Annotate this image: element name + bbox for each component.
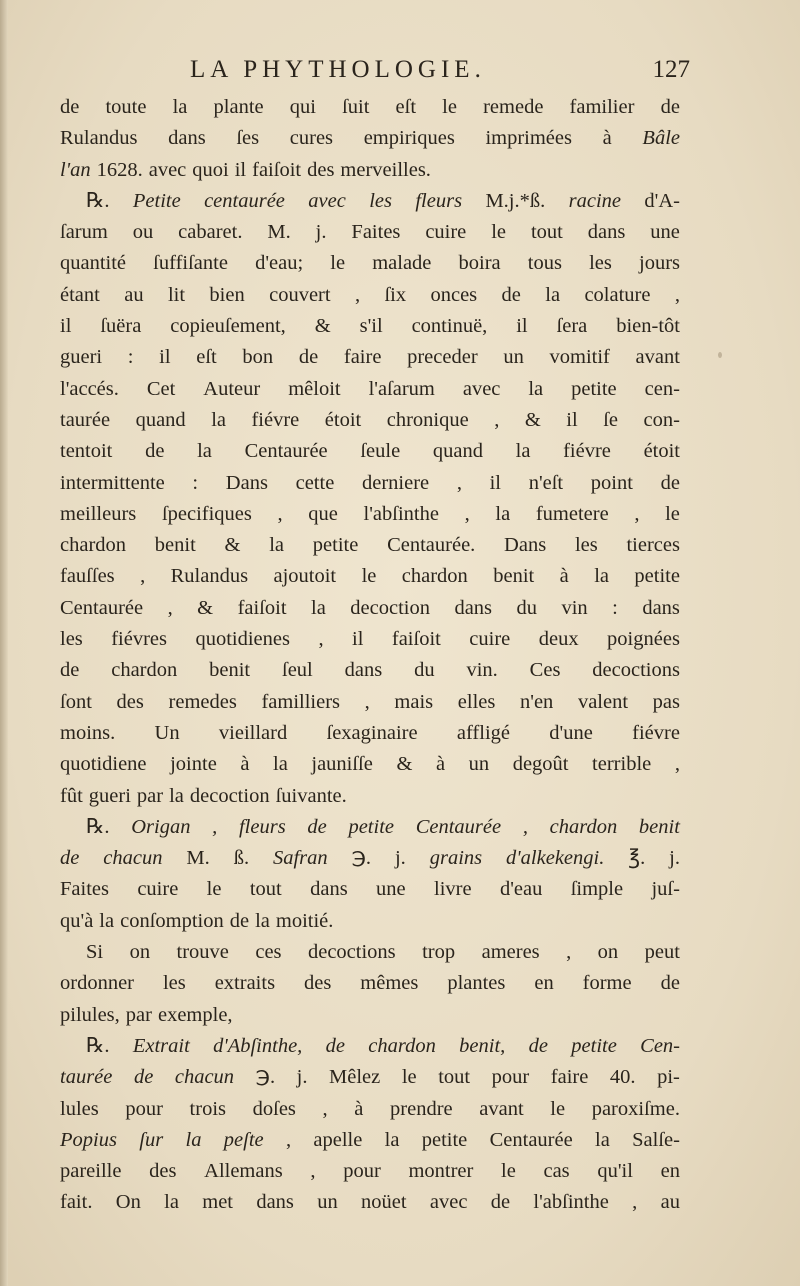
page-number: 127: [652, 56, 690, 83]
text-line: taurée quand la fiévre étoit chronique , & il ſe con-: [60, 408, 680, 431]
text-line: ſont des remedes familliers , mais elles n'en valent pas: [60, 690, 680, 713]
page-header: [190, 56, 690, 92]
text-line: quantité ſuffiſante d'eau; le malade boira tous les jours: [60, 252, 680, 275]
running-title: LA PHYTHOLOGIE.: [190, 56, 486, 83]
text-line: étant au lit bien couvert , ſix onces de la colature ,: [60, 283, 680, 306]
text-line: quotidiene jointe à la jauniſſe & à un degoût terrible ,: [60, 753, 680, 776]
text-line: Rulandus dans ſes cures empiriques imprimées à Bâle: [60, 127, 680, 150]
text-line: de chardon benit ſeul dans du vin. Ces decoctions: [60, 659, 680, 682]
page-gutter-shadow: [0, 0, 8, 1286]
text-line: les fiévres quotidienes , il faiſoit cuire deux poignées: [60, 628, 680, 651]
text-line: fauſſes , Rulandus ajoutoit le chardon benit à la petite: [60, 565, 680, 588]
text-line: taurée de chacun ℈. j. Mêlez le tout pour faire 40. pi-: [60, 1066, 680, 1089]
text-line: Centaurée , & faiſoit la decoction dans du vin : dans: [60, 596, 680, 619]
text-line: pareille des Allemans , pour montrer le cas qu'il en: [60, 1160, 680, 1183]
text-line: Faites cuire le tout dans une livre d'eau ſimple juſ-: [60, 878, 680, 901]
text-line: l'an 1628. avec quoi il faiſoit des merveilles.: [60, 158, 431, 181]
text-line: ℞. Origan , fleurs de petite Centaurée , chardon benit: [86, 815, 680, 838]
text-line: lules pour trois doſes , à prendre avant le paroxiſme.: [60, 1097, 680, 1120]
text-line: chardon benit & la petite Centaurée. Dans les tierces: [60, 534, 680, 557]
text-line: fût gueri par la decoction ſuivante.: [60, 784, 347, 807]
text-line: tentoit de la Centaurée ſeule quand la fiévre étoit: [60, 440, 680, 463]
text-line: fait. On la met dans un noüet avec de l'abſinthe , au: [60, 1191, 680, 1214]
text-line: Si on trouve ces decoctions trop ameres , on peut: [86, 941, 680, 964]
text-line: qu'à la conſomption de la moitié.: [60, 909, 334, 932]
text-line: pilules, par exemple,: [60, 1003, 233, 1026]
body-text: [60, 92, 680, 1219]
paper-speck: [718, 352, 722, 358]
text-line: de toute la plante qui ſuit eſt le remede familier de: [60, 96, 680, 118]
text-line: ℞. Petite centaurée avec les fleurs M.j.*ß. racine d'A-: [86, 189, 680, 212]
text-line: Popius ſur la peſte , apelle la petite Centaurée la Salſe-: [60, 1128, 680, 1151]
text-line: gueri : il eſt bon de faire preceder un vomitif avant: [60, 346, 680, 369]
text-line: moins. Un vieillard ſexaginaire affligé d'une fiévre: [60, 721, 680, 744]
text-line: de chacun M. ß. Safran ℈. j. grains d'alkekengi. ℥. j.: [60, 847, 680, 870]
text-line: intermittente : Dans cette derniere , il n'eſt point de: [60, 471, 680, 494]
text-line: meilleurs ſpecifiques , que l'abſinthe , la fumetere , le: [60, 502, 680, 525]
text-line: il ſuëra copieuſement, & s'il continuë, il ſera bien-tôt: [60, 315, 680, 338]
text-line: ordonner les extraits des mêmes plantes en forme de: [60, 972, 680, 995]
text-line: l'accés. Cet Auteur mêloit l'aſarum avec la petite cen-: [60, 377, 680, 400]
text-line: ℞. Extrait d'Abſinthe, de chardon benit, de petite Cen-: [86, 1034, 680, 1057]
text-line: ſarum ou cabaret. M. j. Faites cuire le tout dans une: [60, 221, 680, 244]
